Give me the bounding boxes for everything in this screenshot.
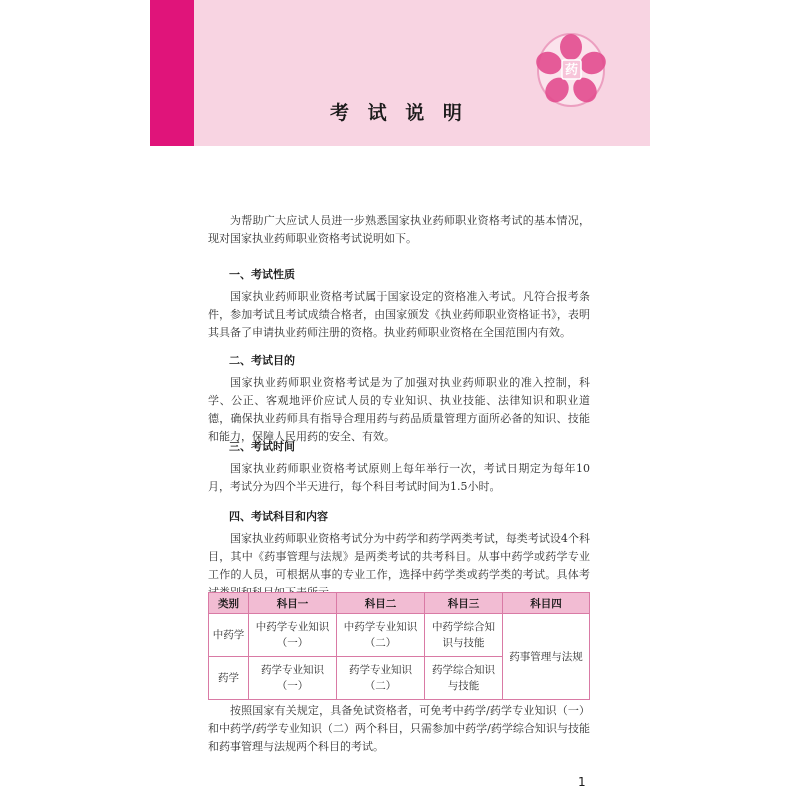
section-text-purpose: 国家执业药师职业资格考试是为了加强对执业药师职业的准入控制，科学、公正、客观地评价应试人员的专业知识、执业技能、法律知识和职业道德，确保执业药师具有指导合理用药与药品质量管理方面所必备的知识、技能和能力，保障人民用药的安全、有效。 (208, 376, 590, 443)
table-header-cell: 科目二 (337, 593, 425, 614)
section-heading-subjects: 四、考试科目和内容 (229, 510, 328, 523)
exam-subjects-table (208, 592, 590, 700)
section-text-nature: 国家执业药师职业资格考试属于国家设定的资格准入考试。凡符合报考条件，参加考试且考试成绩合格者，由国家颁发《执业药师职业资格证书》，表明其具备了申请执业药师注册的资格。执业药师职业资格在全国范围内有效。 (208, 290, 590, 339)
table-cell-subject2: 中药学专业知识（二） (337, 614, 425, 657)
page-number: 1 (578, 775, 586, 789)
table-header-row (209, 593, 590, 614)
table-cell-category: 中药学 (209, 614, 249, 657)
table-cell-subject3: 中药学综合知识与技能 (425, 614, 503, 657)
table-cell-subject4-shared: 药事管理与法规 (503, 614, 590, 700)
table-header-cell: 科目一 (249, 593, 337, 614)
table-cell-category: 药学 (209, 657, 249, 700)
table-header-cell: 类别 (209, 593, 249, 614)
flower-emblem-icon (533, 30, 609, 110)
section-text-subjects: 国家执业药师职业资格考试分为中药学和药学两类考试，每类考试设4个科目，其中《药事管理与法规》是两类考试的共考科目。从事中药学或药学专业工作的人员，可根据从事的专业工作，选择中药学类或药学类的考试。具体考 (208, 532, 590, 581)
table-cell-subject1: 药学专业知识（一） (249, 657, 337, 700)
magenta-accent-bar (150, 0, 194, 146)
table-cell-subject2: 药学专业知识（二） (337, 657, 425, 700)
table-cell-subject3: 药学综合知识与技能 (425, 657, 503, 700)
table-row (209, 614, 590, 657)
closing-paragraph: 按照国家有关规定，具备免试资格者，可免考中药学/药学专业知识（一）和中药学/药学专业知识（二）两个科目，只需参加中药学/药学综合知识与技能和药事管理与法规两个科目的考试。 (208, 704, 590, 753)
section-heading-purpose: 二、考试目的 (229, 354, 295, 367)
page-title: 考 试 说 明 (330, 102, 468, 124)
table-cell-subject1: 中药学专业知识（一） (249, 614, 337, 657)
emblem-char: 药 (564, 63, 579, 78)
table-header-cell: 科目四 (503, 593, 590, 614)
section-heading-time: 三、考试时间 (229, 440, 295, 453)
section-text-time: 国家执业药师职业资格考试原则上每年举行一次，考试日期定为每年10月，考试分为四个半天进行，每个科目考试时间为1.5小时。 (208, 462, 590, 493)
table-header-cell: 科目三 (425, 593, 503, 614)
section-heading-nature: 一、考试性质 (229, 268, 295, 281)
intro-paragraph: 为帮助广大应试人员进一步熟悉国家执业药师职业资格考试的基本情况，现对国家执业药师职业资格考试说明如下。 (208, 214, 590, 245)
